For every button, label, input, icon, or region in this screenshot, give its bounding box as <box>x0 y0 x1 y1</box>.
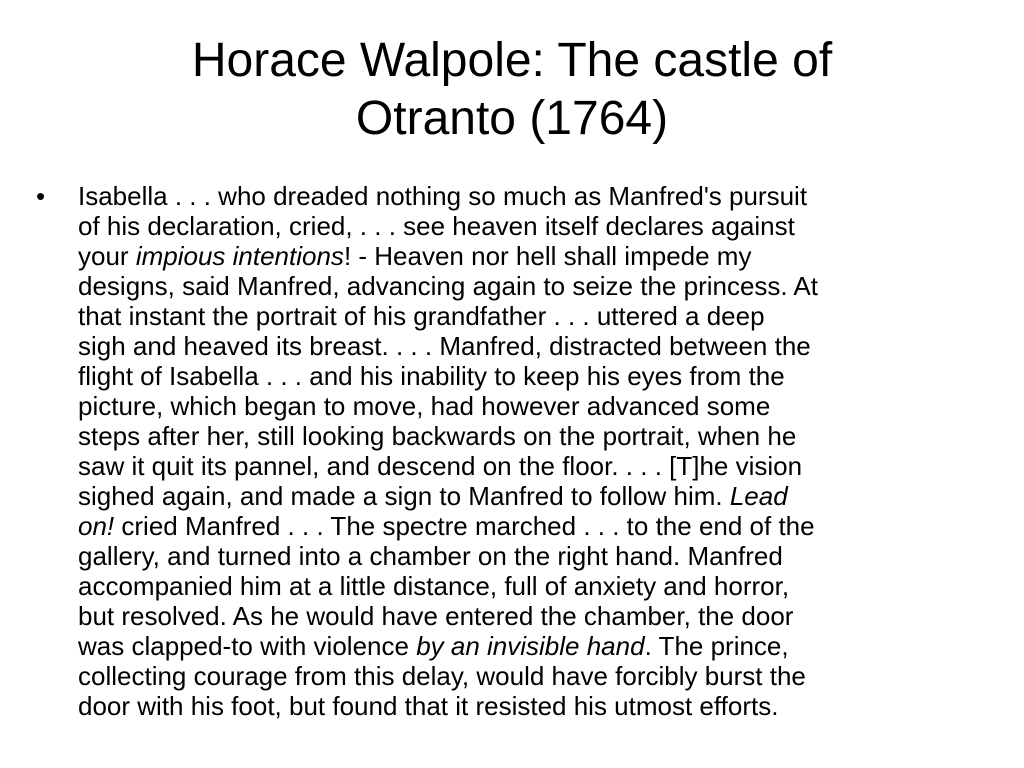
italic-text-run: on! <box>78 511 115 541</box>
text-line <box>78 271 978 301</box>
text-run: flight of Isabella . . . and his inability to keep his eyes from the <box>78 361 785 391</box>
text-run: sighed again, and made a sign to Manfred to follow him. <box>78 481 730 511</box>
text-run: gallery, and turned into a chamber on the right hand. Manfred <box>78 541 783 571</box>
text-line <box>78 181 978 211</box>
text-run: ! - Heaven nor hell shall impede my <box>343 241 752 271</box>
text-line <box>78 211 978 241</box>
text-line <box>78 421 978 451</box>
text-line <box>78 451 978 481</box>
slide-body <box>28 181 978 721</box>
text-run: picture, which began to move, had however advanced some <box>78 391 771 421</box>
text-run: that instant the portrait of his grandfather . . . uttered a deep <box>78 301 765 331</box>
text-run: was clapped-to with violence <box>78 631 417 661</box>
text-line <box>78 571 978 601</box>
text-line <box>78 301 978 331</box>
text-line <box>78 511 978 541</box>
text-line <box>78 631 978 661</box>
text-run: saw it quit its pannel, and descend on the floor. . . . [T]he vision <box>78 451 803 481</box>
text-line <box>78 541 978 571</box>
slide-title-line-2: Otranto (1764) <box>355 92 669 145</box>
slide-title-line-1: Horace Walpole: The castle of <box>191 34 833 87</box>
text-run: of his declaration, cried, . . . see heaven itself declares against <box>78 211 795 241</box>
text-run: your <box>78 241 136 271</box>
text-line <box>78 241 978 271</box>
text-line <box>78 481 978 511</box>
text-line <box>78 361 978 391</box>
bullet-text <box>78 181 978 721</box>
text-line <box>78 331 978 361</box>
text-line <box>78 691 978 721</box>
text-run: . The prince, <box>644 631 789 661</box>
text-run: Isabella . . . who dreaded nothing so much as Manfred's pursuit <box>78 181 808 211</box>
text-run: steps after her, still looking backwards on the portrait, when he <box>78 421 797 451</box>
bullet-icon: • <box>36 181 46 211</box>
italic-text-run: impious intentions <box>135 241 344 271</box>
italic-text-run: Lead <box>729 481 788 511</box>
italic-text-run: by an invisible hand <box>416 631 645 661</box>
slide-title <box>60 32 964 148</box>
text-line <box>78 391 978 421</box>
text-run: door with his foot, but found that it resisted his utmost efforts. <box>78 691 779 721</box>
text-line <box>78 601 978 631</box>
text-run: accompanied him at a little distance, full of anxiety and horror, <box>78 571 790 601</box>
bullet-item <box>28 181 978 721</box>
text-run: sigh and heaved its breast. . . . Manfred, distracted between the <box>78 331 811 361</box>
text-run: collecting courage from this delay, would have forcibly burst the <box>78 661 806 691</box>
text-line <box>78 661 978 691</box>
text-run: cried Manfred . . . The spectre marched . . . to the end of the <box>114 511 815 541</box>
text-run: designs, said Manfred, advancing again to seize the princess. At <box>78 271 818 301</box>
text-run: but resolved. As he would have entered the chamber, the door <box>78 601 794 631</box>
